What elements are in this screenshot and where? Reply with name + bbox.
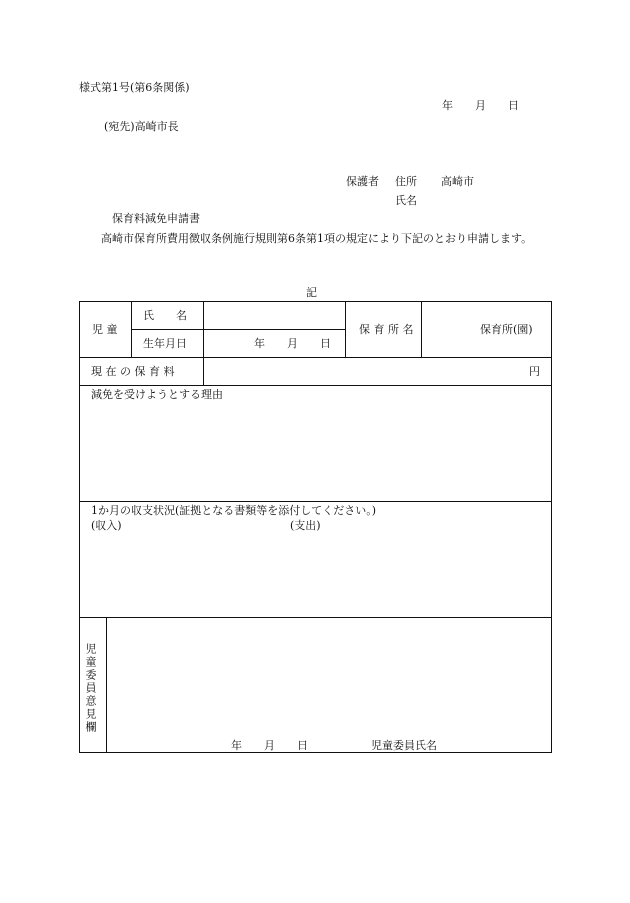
reduction-reason-label: 減免を受けようとする理由	[91, 388, 223, 401]
guardian-label: 保護者	[346, 175, 379, 188]
income-label: (収入)	[91, 519, 122, 532]
intro-paragraph: 高崎市保育所費用徴収条例施行規則第6条第1項の規定により下記のとおり申請します。	[101, 232, 533, 245]
form-number: 様式第1号(第6条関係)	[79, 81, 190, 94]
commissioner-opinion-label: 児童委員意見欄	[84, 643, 97, 734]
document-title: 保育料減免申請書	[112, 212, 200, 225]
child-label: 児 童	[92, 323, 118, 336]
guardian-name-label: 氏名	[395, 194, 417, 207]
commissioner-name-label: 児童委員氏名	[371, 739, 437, 752]
monthly-budget-label: 1か月の収支状況(証拠となる書類等を添付してください。)	[91, 504, 377, 517]
birth-date-value: 年 月 日	[254, 337, 331, 350]
opinion-date: 年 月 日	[231, 739, 308, 752]
guardian-address-label: 住所	[395, 175, 417, 188]
header-date: 年 月 日	[442, 99, 519, 112]
ki-label: 記	[306, 286, 317, 299]
current-fee-label: 現 在 の 保 育 料	[91, 365, 175, 378]
birth-date-label: 生年月日	[143, 337, 187, 350]
yen-unit: 円	[529, 365, 540, 378]
child-name-label: 氏 名	[143, 309, 187, 322]
addressee: (宛先)高崎市長	[104, 120, 179, 133]
expense-label: (支出)	[290, 519, 321, 532]
nursery-name-label: 保 育 所 名	[359, 323, 414, 336]
nursery-suffix: 保育所(園)	[480, 323, 533, 336]
guardian-address-value: 高崎市	[441, 175, 474, 188]
